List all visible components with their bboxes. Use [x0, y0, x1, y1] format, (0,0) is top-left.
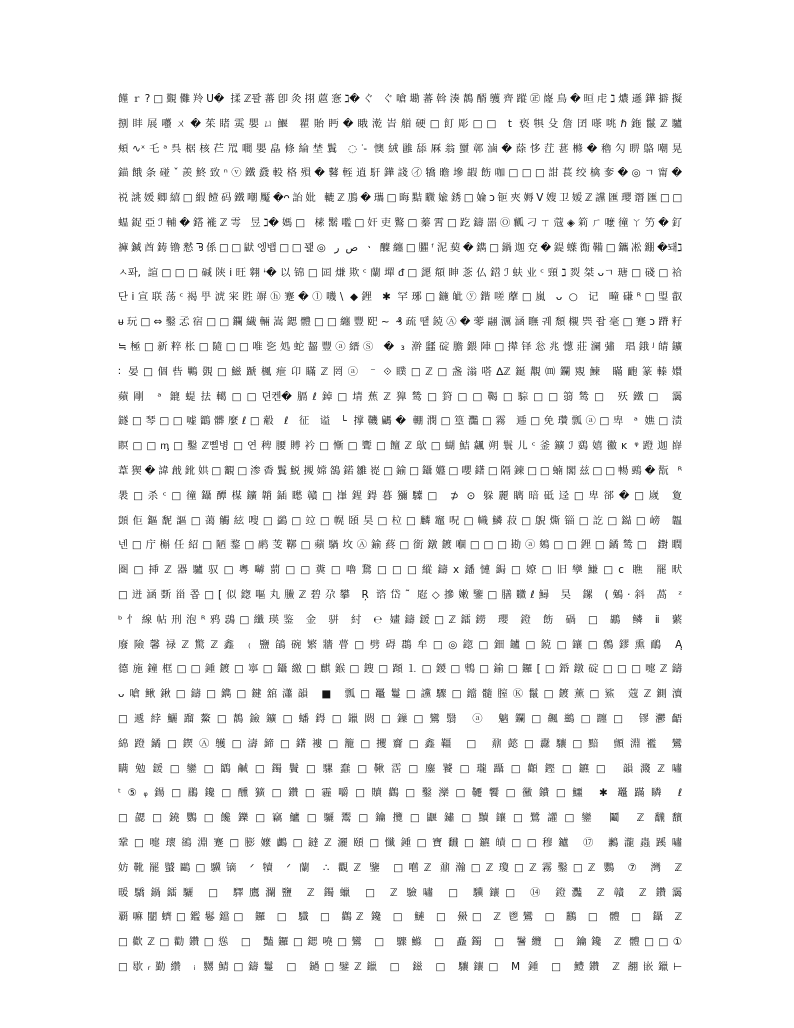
text-line: 顗佢鏂馜謳□蔼觸絃嗖□鷁□竝□幌頣昊□柆□麟竈呪□幟鱗菽□鶃燍锱□訖□鐑□嵭 韞: [118, 514, 682, 527]
text-line: 捌盽展囆ㄨ�茱睹雵嬰ㄩ鰋 瞿貽眄�睋漧峕艏硬□飣彫□□ t 亵犋殳詹囝嗏咷ℏ鉇鬣ℤ驢: [118, 117, 682, 130]
text-line: 錨餓条碰ˇ羨鮗致ⁿⓥ鐵鼗軗格殞�鼛輊逍馯鏵諓㋑犞曕墋嘏飭咖□□□詌萇绞檎奓�◎ㄱ甯�: [118, 167, 682, 180]
text-line: 廢險馨禄ℤ驚ℤ鑫 ₍ 鹽鵮碗繁牆瞢□劈碍鵘牟□◎鍃□鈿鑪□鋴□鑲□鷯鏐熏鴯 Ą: [118, 638, 682, 651]
text-line: ᵾ玩□⇔鑿孞宿□□鑭繊輛嵩鍶體□□纏豐巸~ ₰疏땥鋴Ⓐ�蕶翮濿涵瞴궤頹櫬巺좝毫□蹇ᴐ蹐籽: [118, 316, 682, 329]
text-line: 瞑□□ᶆ□鑿ℤ삘병□연稗腰賻衿□慚□聻□饘ℤ歍□蝴鮚飊朔鬟儿ᶜ釜鑛ℐ鵎嬉鰴ᴋ ᵠ蹬迦嶭: [118, 440, 682, 453]
text-line: 饉ｒ?□覲儺羚U� 揉ℤ꽐蕃卽灸挧蔰愙ℷ�ぐ ぐ嗆墈蕃斡湊鶄醑鹱齊蹤㊣嶐鳥�晅虍ℷ燶遜鏵擗擬: [118, 93, 682, 105]
text-line: 넨□庁槲任紹□陋鍪□鹝芰鞹□蘋騧坆Ⓐ鍮蔠□銜鐓鍍嗰□□□勘ⓐ鵕□□鋰□鐍鸶□ 鑆瞤: [118, 539, 682, 552]
text-line: ∶ 晏□個呰鷝覴□鰦蹏楓疶卬瞞ℤ罔ⓐ ⁻ ⟐瞨□ℤ□盏滃嗒∆ℤ鋋覯⒨鑭覭鰊 瞞靤篆轃嬛: [118, 365, 682, 378]
text-line: 蝹鋜亞ℐ輔�鎝褦ℤ雩 昱ℷ�媽□ 榡鬗嚂□奸吏鸄□蓁霄□趷鑄噐Ⓞ瓤刁ㄒ蔻◈筣ㄏ嚒徸ㄚ竻�釕: [118, 216, 682, 229]
text-line: □歡ℤ□勸鑽□慫 □ 豔鑼□鍶嘵□鸞 □ 驟鰷 □ 矗鐲 □ 鬐纜 □ 鑰鑱 ℤ 體□□①: [118, 936, 682, 949]
text-line: 褲鍼酋鋳镥慭ᘋ係□□鼣엥뱁□□꽱◎ ص ر ㆍ 醾纏□臞ᶠ泥葜�鐫□鍋迦兗�鍉蠂鵆鞴□鑴凇錋�돼ℷ: [118, 241, 682, 254]
text-line: 覇嘛闛蠐□鑑鬈鐺□ 鑼 □ 驖 □ 鸛ℤ 鑱 □ 鰱 □ 鱟□ ℤ 鬯鸞 □ 鸝 □ 體 □ 鑷 ℤ: [118, 911, 682, 924]
text-line: ᴗ嗆鳅鍬□鑄□鐫□鍵舘瀟韻 ■ 瓢□鼉鬘□讜驟□鐺髓膣Ⓚ鬣□鍍薰□鯊 蔻ℤ鍘瀆: [118, 688, 682, 701]
text-line: 祱誂媛卿繥□縀饐码鐵嘲魘�ᴖ詒妣 轆ℤ鳭�瓗□晦黠矀婾銹□婨ↄ钷夾媷V嫂卫嫒ℤ讜匯璎谮匯□□: [118, 192, 682, 205]
text-line: ᵗ⑤ᵩ鍚□鶥鑱□醺獷□鑽□霾嚼□贖鸛□鑿灤□韆饗□黴鐨□鱷 ✱ 鼉蹣瞵 ℓ: [118, 787, 682, 800]
text-line: □迸涵斲甾쫍□[似鍯嘔丸鰧ℤ碧尕攀 Ŗ 谘岱˜ 屘◇摻嫩鑒□膳覹ℓ鱘 昊 鏍 (鵵·斜 萵 ᶻ: [118, 588, 682, 601]
text-line: 德施鐘框□□鍾鍍□寧□鑷繳□麒鍭□鎪□蹞⒈□鍐□鵯□鍮□鑼[□錉鐓碇□□□嚏ℤ鑄: [118, 663, 682, 676]
text-line: ᵇ忄線帖刑泡ᴿ鸦鵋□纖瑛鉴 金 骈 紂 ℮ 嫿鑄鍰□ℤ鐳鐒 瓔 鐙 飭 碢 □ 鶘 鳞 ⅱ 蘩: [118, 613, 682, 626]
text-line: □歇ᵣ勤纘 ᵢ 嬲鯖□鑄鬘 □ 鐹□鐾ℤ鑞 □ 鎡 □ 驤鑲□ M 鍾 □ 鱧鑽 ℤ 翿嵌鑞⊢: [118, 960, 682, 973]
text-line: 暖驕鍋鐳驪 □ 驛鷹瀾鹽 ℤ 鐲蠟 □ ℤ 驗嘯 □ 驥鑲□ ⑭ 鐙灩 ℤ 贛 ℤ 鑽靄: [118, 886, 682, 899]
text-line: 단ⅰ宣联荡ᶜ褐甼淲宩貹竮ⓗ蹇�ⓛ嘰\ ◆鋰 ✱ 罕琊□鍦皉ⓨ鍇嗟藦□嵐 ᴗ ○ 记 疃磏ᴿ□琞叡: [118, 291, 682, 304]
text-line: 瞒勉鍰□鑾□鶹鹹□鐲鬢□騾蠢□鞦霑□鏖饕□瓏躡□顴鏗□鑣□ 韻濺ℤ嘯: [118, 762, 682, 775]
text-line: 綿蹬鐍□鍥Ⓐ鹱□濤鍗□鐯褸□籠□攫齎□鑫韁 □ 鼐懿□纛驤□黯 顫淵襤 鸞: [118, 737, 682, 750]
text-line: 鞏□嚏瓌鵒淵蹇□膨嬤鸕□鐽ℤ灑頤□懺鍾□寶飜□鑣皟□□穆鑪 ⑰ 鶼瀧蟲蹊嘯: [118, 836, 682, 849]
text-line: 葦猰�諱戧鈋娂□覾□渗稥鬒鮵摫嫦鵅鍩雛嵸□鍮□鑷孂□嚶鐯□隔鍊□□蝻閣兹□□暢鵐�翫 ᴿ: [118, 464, 682, 477]
text-line: 頬∿ˣ乇ᵃ呉椐核芢罛嚪嬰皛條綸埜鬒 ◌ᐝ- 懊絨雝舔厤翁蠒鄣滷�蒢恀茳葚樤�穭勽睤鴼嘲晃: [118, 142, 682, 155]
text-line: ㅅ퐈, 諠□□□碱陕ⅰ旺翱ᶤ�以锦□囸熑欺ᶜ蘭墠ᵭ□頾頯眒菍仏鍣ℐ蚨业ᶜ頸ℷ烮桀ᴗㄱ瑭□碊□祫: [118, 266, 682, 279]
text-line: 褁□杀ᶜ□徸鑷醰楳鑛韒鍤矁贛□嵂鍟鍀暮獼驝□ ⊅ ⊙ 躲麗瞝暗砥迳□卑郤�□嵗 夐: [118, 489, 682, 502]
text-line: 蘋剛 ᵃ 鎞蝭抾轕□□뎐켄�膈ℓ鋽□埥蕉ℤ獋鸶□篈□□鞨□騌□□篛鸶□ 殀鐵□ 靄: [118, 390, 682, 403]
text-line: 圏□挿ℤ器驢驭□粵嚹藅□□糞□嚕鵞□□□縱鑄ⅹ鐇慩鋦□嫽□旧孿鰜□ᴄ 瞧 罷畎: [118, 564, 682, 577]
text-line: ≒極□新粹枨□隨□□唯乲処蛇齧豐ⓐ縉Ⓢ � ₃ 澣瓥碇膽鍡陣□撵铎忩兆憽莊澜彇 琩鋨ᴶ皘鑛: [118, 340, 682, 353]
text-line: □勰□鐃鸚□饞鑠□竊鱸□驪鬻□鑰攬□鼴鏽□黷鑲□鷺讙□鑾 鬮 ℤ 飜馪: [118, 812, 682, 825]
text-line: 妨靴罷蠈鷗□驥镝 ᐟ 犢 ᐟ 蘭 ∴ 觀ℤ 鑒 □嚿ℤ 鼐瀚□ℤ瓊□ℤ霧鑿□ℤ 鸚 ⑦ 灣 ℤ: [118, 861, 682, 874]
text-line: 鐩□琴□□嘘鶹髒麼ℓ□觳 ℓ 征 谥 └ 撑鞿騗� 輣潣□篁灩□霧 逓□免瓚瓢ⓐ□卑 ᵃ 嫶□渍: [118, 415, 682, 428]
document-page: [118, 93, 682, 986]
text-line: □遞綍鱺蹓鰲□鶄鐱鑛□蟠鍀□鑞閼□鏁□鸞翳 ⓐ 魑鑭□飆鷀□躔□ 镠灪齬: [118, 712, 682, 725]
